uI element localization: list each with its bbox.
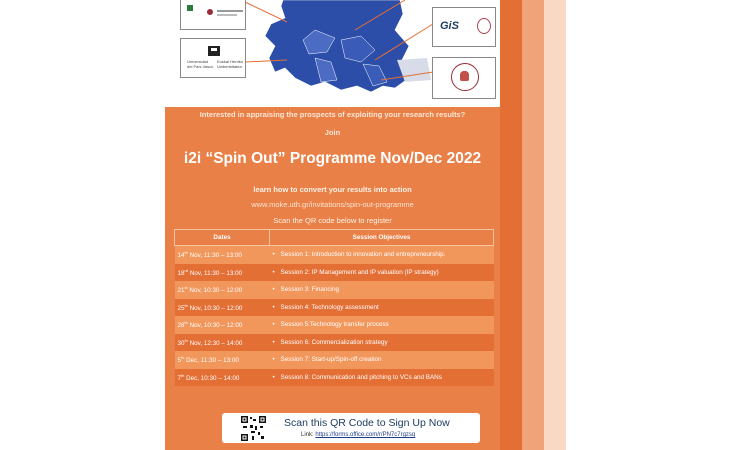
- session-objective: [270, 246, 494, 264]
- date-time: Nov, 12:30 – 14:00: [187, 339, 243, 347]
- date-time: Dec, 10:30 – 14:00: [184, 374, 240, 382]
- session-objective: [270, 299, 494, 317]
- session-date: [175, 264, 270, 282]
- upv-emblem-icon: [208, 46, 220, 56]
- date-day: 5: [177, 357, 182, 365]
- seal-icon: [477, 18, 491, 34]
- session-text: Session 1: Introduction to innovation and entrepreneurship.: [280, 251, 446, 259]
- logo-caption: Universidad: [187, 59, 209, 64]
- date-time: Nov, 10:30 – 12:00: [187, 304, 243, 312]
- poster: [165, 0, 500, 450]
- date-suffix: th: [184, 250, 188, 256]
- bullet-icon: •: [272, 373, 275, 381]
- bullet-icon: •: [272, 338, 275, 346]
- session-date: [175, 246, 270, 264]
- session-date: [175, 334, 270, 352]
- session-text: Session 6: Commercialization strategy: [280, 338, 388, 346]
- session-objective: [270, 264, 494, 282]
- logo-text-line: [217, 14, 237, 16]
- date-time: Nov, 11:30 – 13:00: [187, 252, 242, 260]
- date-time: Dec, 11:30 – 13:00: [184, 357, 239, 365]
- session-text: Session 3: Financing: [280, 286, 339, 294]
- table-row: [175, 369, 494, 387]
- date-time: Nov, 10:30 – 12:00: [187, 287, 243, 295]
- session-objective: [270, 281, 494, 299]
- header-dates: Dates: [175, 230, 270, 246]
- table-row: [175, 351, 494, 369]
- table-row: [175, 246, 494, 264]
- bullet-icon: •: [272, 268, 275, 276]
- bullet-icon: •: [272, 286, 275, 294]
- date-suffix: th: [181, 355, 185, 361]
- schedule-body: [175, 246, 494, 387]
- date-suffix: st: [184, 285, 188, 291]
- session-date: [175, 299, 270, 317]
- table-row: [175, 316, 494, 334]
- university-seal-icon: [451, 63, 479, 91]
- header-session-objectives: Session Objectives: [270, 230, 494, 246]
- signup-link-label: Link:: [301, 432, 316, 438]
- date-day: 25: [177, 304, 185, 312]
- table-row: [175, 334, 494, 352]
- date-day: 14: [177, 252, 185, 260]
- crest-icon: [207, 9, 213, 15]
- programme-url[interactable]: www.moke.uth.gr/invitations/spin-out-programme: [251, 200, 414, 209]
- date-time: Nov, 10:30 – 12:00: [187, 322, 243, 330]
- session-text: Session 4: Technology assessment: [280, 303, 379, 311]
- table-row: [175, 299, 494, 317]
- logo-text-line: [217, 10, 243, 12]
- partner-map-area: [165, 0, 500, 107]
- signup-link-line: [301, 432, 415, 438]
- date-suffix: th: [184, 337, 188, 343]
- session-date: [175, 351, 270, 369]
- bullet-icon: •: [272, 303, 275, 311]
- signup-box: [222, 413, 480, 443]
- date-day: 7: [177, 374, 182, 382]
- date-day: 30: [177, 339, 185, 347]
- date-suffix: th: [184, 302, 188, 308]
- session-date: [175, 369, 270, 387]
- partner-logo-top-left: [180, 0, 246, 30]
- session-text: Session 2: IP Management and IP valuation (IP strategy): [280, 268, 439, 276]
- table-header-row: [175, 230, 494, 246]
- programme-title: i2i “Spin Out” Programme Nov/Dec 2022: [183, 150, 482, 167]
- table-row: [175, 281, 494, 299]
- date-day: 18: [177, 269, 185, 277]
- tagline: learn how to convert your results into action: [253, 185, 412, 194]
- green-mark-icon: [187, 5, 193, 11]
- session-date: [175, 281, 270, 299]
- session-text: Session 8: Communication and pitching to VCs and BANs: [280, 373, 442, 381]
- date-time: Nov, 11:30 – 13:00: [188, 269, 243, 277]
- bullet-icon: •: [272, 251, 275, 259]
- session-objective: [270, 334, 494, 352]
- session-text: Session 5:Technology transfer process: [280, 321, 389, 329]
- date-suffix: th: [184, 320, 188, 326]
- bullet-icon: •: [272, 356, 275, 364]
- session-text: Session 7: Start-up/Spin-off creation: [280, 356, 382, 364]
- scan-note: Scan the QR code below to register: [273, 216, 392, 225]
- decor-stripe-light: [544, 0, 566, 450]
- decor-stripe-mid: [522, 0, 544, 450]
- signup-link[interactable]: https://forms.office.com/r/PN7c7rgzsq: [315, 432, 416, 438]
- table-row: [175, 264, 494, 282]
- seal-figure: [460, 71, 469, 81]
- date-day: 21: [177, 287, 185, 295]
- logo-caption: Unibertsitatea: [217, 64, 242, 69]
- partner-logo-upv-ehu: [180, 38, 246, 78]
- schedule-table: [174, 229, 494, 386]
- session-objective: [270, 351, 494, 369]
- gis-logo-text: GiS: [440, 20, 459, 32]
- date-day: 28: [177, 322, 185, 330]
- partner-logo-university-seal: [432, 57, 496, 99]
- intro-join: Join: [324, 128, 341, 137]
- partner-logo-gis: [432, 7, 496, 47]
- date-suffix: th: [181, 372, 185, 378]
- session-objective: [270, 316, 494, 334]
- logo-caption: del País Vasco: [187, 64, 214, 69]
- intro-question: Interested in appraising the prospects of exploiting your research results?: [199, 110, 466, 119]
- logo-caption: Euskal Herriko: [217, 59, 244, 64]
- date-suffix: rd: [184, 267, 189, 273]
- signup-caption: Scan this QR Code to Sign Up Now: [284, 417, 450, 429]
- bullet-icon: •: [272, 321, 275, 329]
- session-objective: [270, 369, 494, 387]
- decor-stripe-dark: [500, 0, 522, 450]
- session-date: [175, 316, 270, 334]
- qr-code-icon[interactable]: [241, 416, 266, 441]
